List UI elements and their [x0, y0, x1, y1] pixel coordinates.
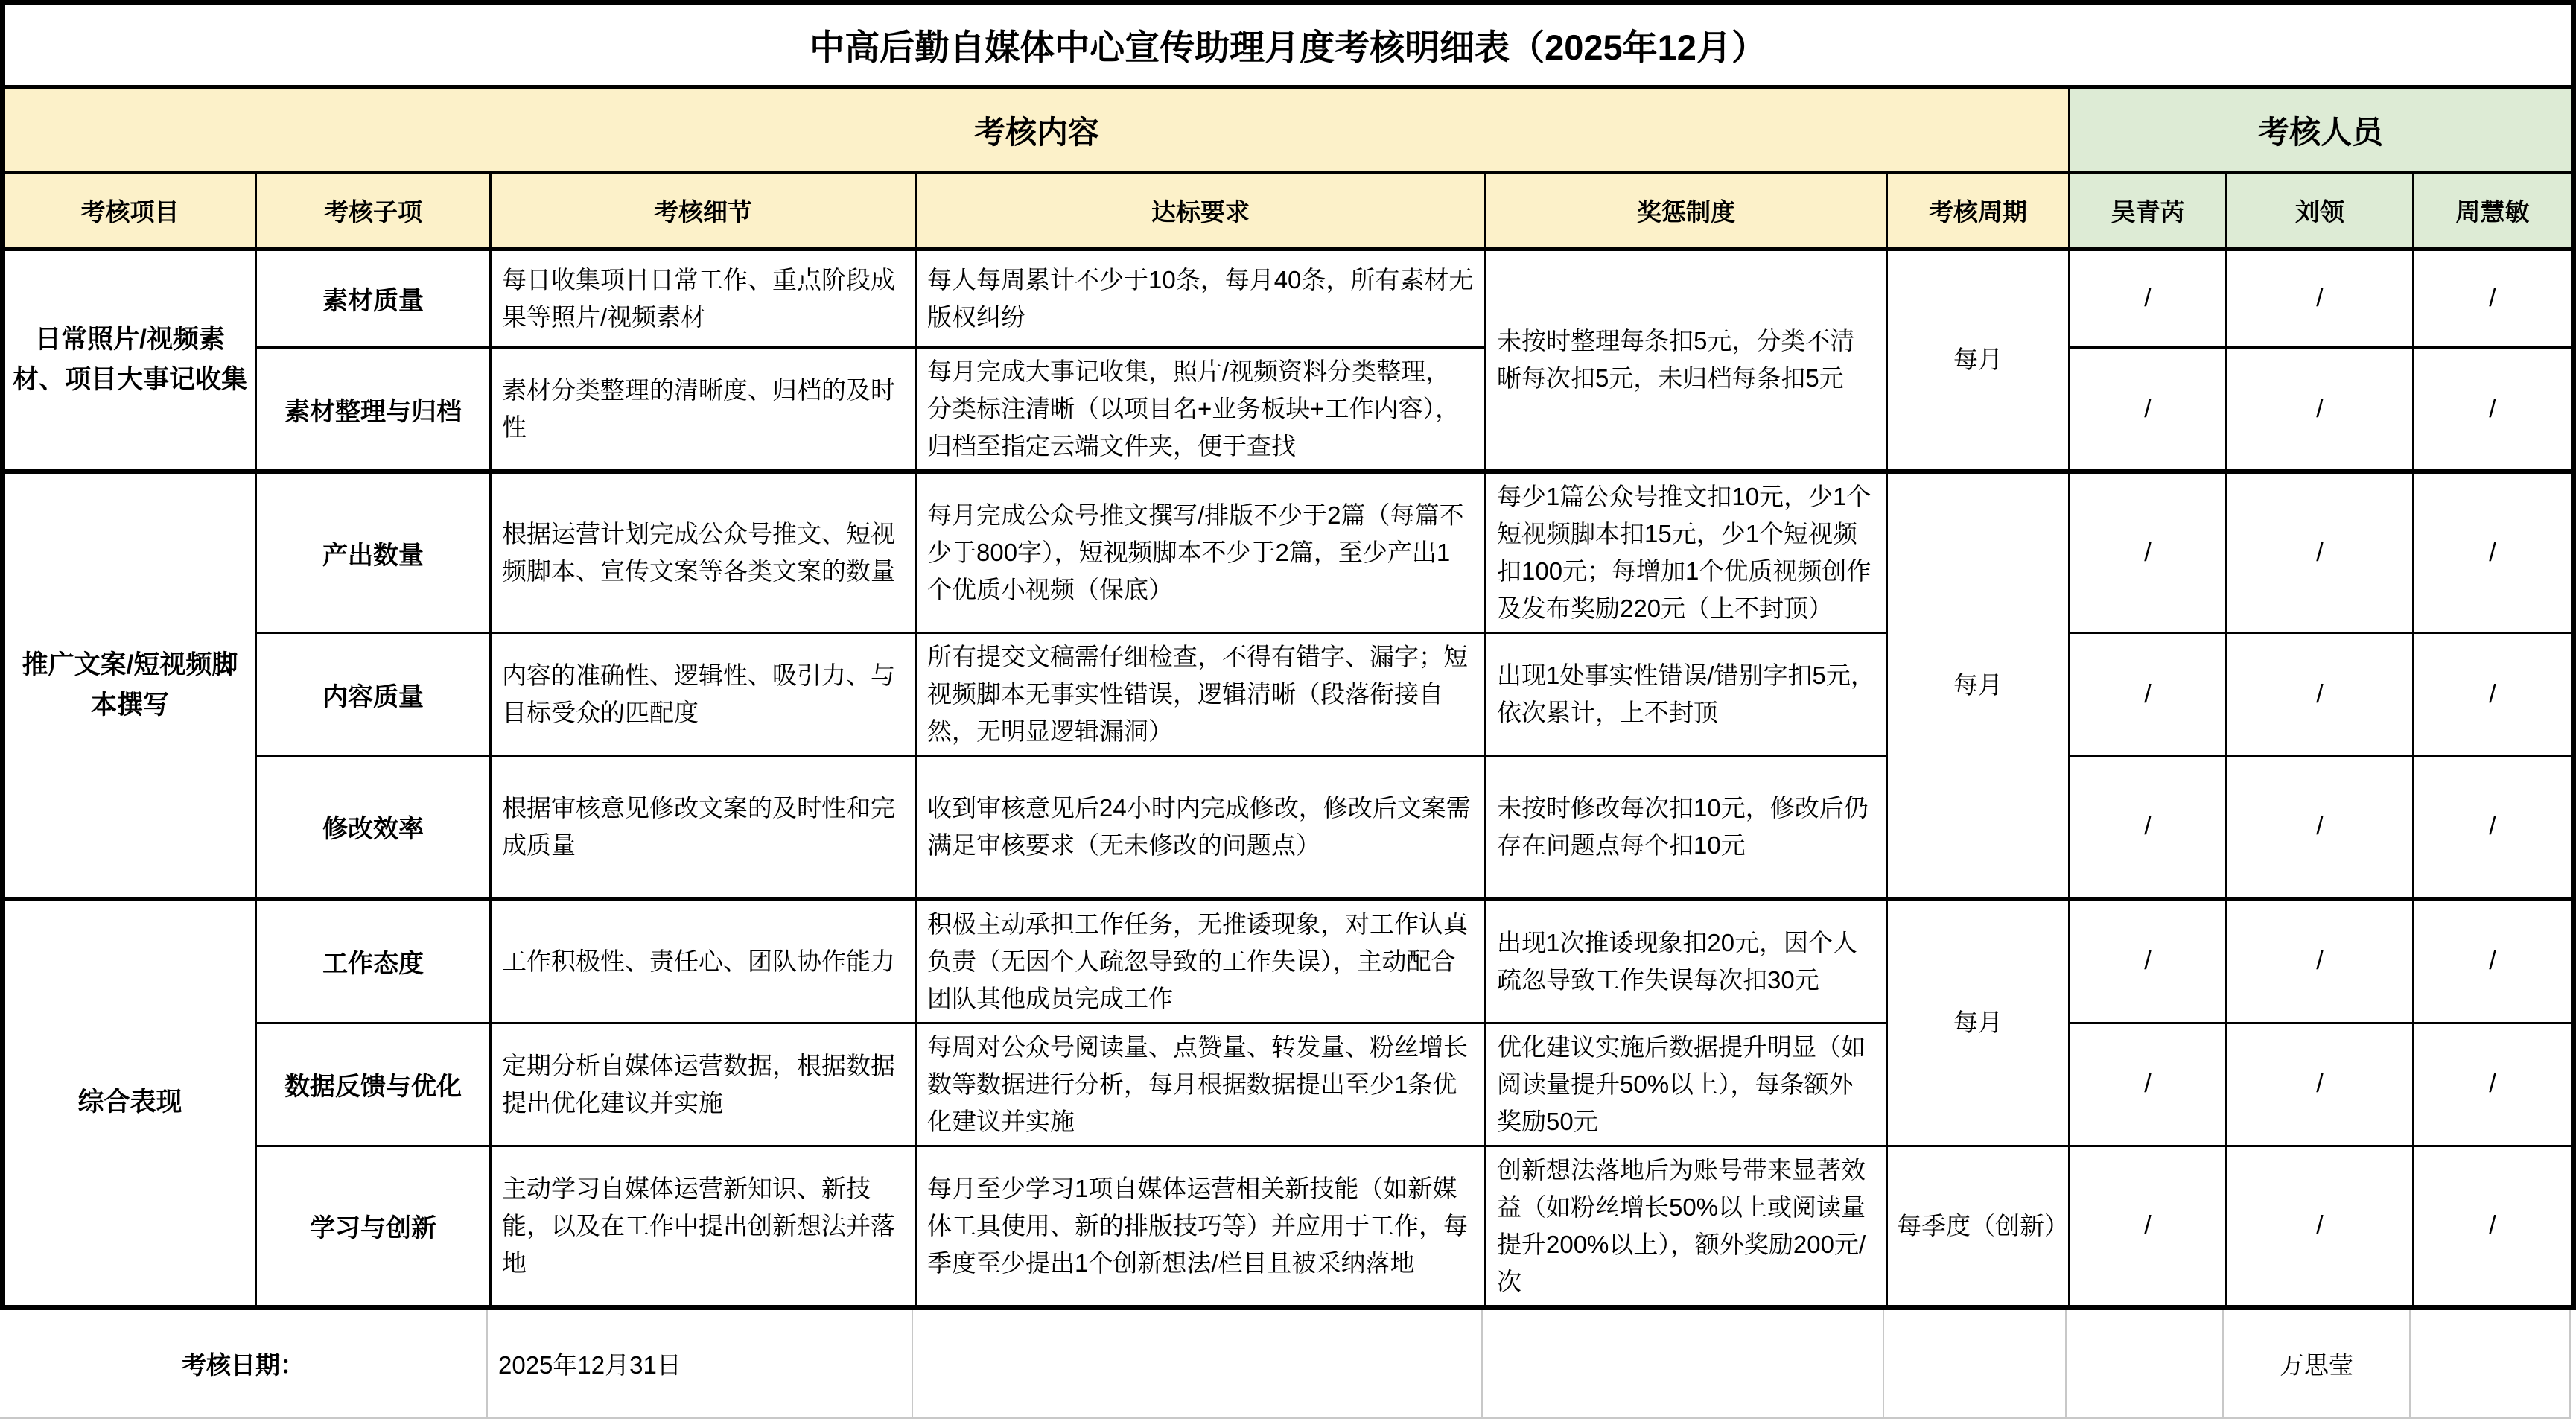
- cell-sub-item: 产出数量: [256, 472, 491, 633]
- cell-mark: /: [2070, 899, 2227, 1023]
- cell-sub-item: 工作态度: [256, 899, 491, 1023]
- table-row: [3, 1023, 2574, 1146]
- cell-mark: /: [2070, 633, 2227, 756]
- footer-row: [0, 1310, 2571, 1419]
- cell-mark: /: [2227, 472, 2414, 633]
- cell-sub-item: 内容质量: [256, 633, 491, 756]
- footer-empty-cell: [1884, 1310, 2067, 1417]
- cell-mark: /: [2414, 756, 2574, 899]
- cell-detail: 定期分析自媒体运营数据，根据数据提出优化建议并实施: [491, 1023, 916, 1146]
- cell-penalty: 优化建议实施后数据提升明显（如阅读量提升50%以上），每条额外奖励50元: [1486, 1023, 1887, 1146]
- cell-sub-item: 素材质量: [256, 249, 491, 348]
- table-row: [3, 472, 2574, 633]
- cell-requirement: 收到审核意见后24小时内完成修改，修改后文案需满足审核要求（无未修改的问题点）: [916, 756, 1486, 899]
- cell-penalty: 出现1次推诿现象扣20元，因个人疏忽导致工作失误每次扣30元: [1486, 899, 1887, 1023]
- cell-penalty: 未按时整理每条扣5元，分类不清晰每次扣5元，未归档每条扣5元: [1486, 249, 1887, 472]
- cell-mark: /: [2227, 633, 2414, 756]
- cell-sub-item: 数据反馈与优化: [256, 1023, 491, 1146]
- cell-detail: 内容的准确性、逻辑性、吸引力、与目标受众的匹配度: [491, 633, 916, 756]
- table-row: [3, 348, 2574, 472]
- table-row: [3, 249, 2574, 348]
- table-row: [3, 756, 2574, 899]
- cell-mark: /: [2227, 899, 2414, 1023]
- cell-mark: /: [2227, 1023, 2414, 1146]
- cell-project-group: 综合表现: [3, 899, 256, 1308]
- cell-period: 每季度（创新）: [1887, 1146, 2070, 1307]
- cell-mark: /: [2070, 756, 2227, 899]
- cell-mark: /: [2227, 1146, 2414, 1307]
- cell-sub-item: 修改效率: [256, 756, 491, 899]
- cell-requirement: 每人每周累计不少于10条，每月40条，所有素材无版权纠纷: [916, 249, 1486, 348]
- cell-sub-item: 学习与创新: [256, 1146, 491, 1307]
- cell-project-group: 推广文案/短视频脚本撰写: [3, 472, 256, 899]
- footer-empty-cell: [2411, 1310, 2571, 1417]
- cell-mark: /: [2227, 249, 2414, 348]
- cell-mark: /: [2414, 1023, 2574, 1146]
- header-content-group: 考核内容: [3, 87, 2070, 173]
- column-header-detail: 考核细节: [491, 173, 916, 249]
- cell-project-group: 日常照片/视频素材、项目大事记收集: [3, 249, 256, 472]
- cell-requirement: 每月完成大事记收集，照片/视频资料分类整理，分类标注清晰（以项目名+业务板块+工作内容），归档至指定云端文件夹，便于查找: [916, 348, 1486, 472]
- cell-requirement: 每月至少学习1项自媒体运营相关新技能（如新媒体工具使用、新的排版技巧等）并应用于工作，每季度至少提出1个创新想法/栏目且被采纳落地: [916, 1146, 1486, 1307]
- cell-mark: /: [2070, 472, 2227, 633]
- cell-requirement: 积极主动承担工作任务，无推诿现象，对工作认真负责（无因个人疏忽导致的工作失误），主动配合团队其他成员完成工作: [916, 899, 1486, 1023]
- column-header-assessor-2: 刘领: [2227, 173, 2414, 249]
- cell-mark: /: [2414, 633, 2574, 756]
- column-header-requirement: 达标要求: [916, 173, 1486, 249]
- cell-mark: /: [2070, 348, 2227, 472]
- cell-penalty: 未按时修改每次扣10元，修改后仍存在问题点每个扣10元: [1486, 756, 1887, 899]
- table-row: [3, 899, 2574, 1023]
- cell-requirement: 所有提交文稿需仔细检查，不得有错字、漏字；短视频脚本无事实性错误，逻辑清晰（段落衔接自然，无明显逻辑漏洞）: [916, 633, 1486, 756]
- table-row: [3, 633, 2574, 756]
- cell-mark: /: [2414, 899, 2574, 1023]
- cell-detail: 每日收集项目日常工作、重点阶段成果等照片/视频素材: [491, 249, 916, 348]
- cell-mark: /: [2414, 348, 2574, 472]
- table-row: [3, 1146, 2574, 1307]
- cell-penalty: 创新想法落地后为账号带来显著效益（如粉丝增长50%以上或阅读量提升200%以上），额外奖励200元/次: [1486, 1146, 1887, 1307]
- footer-signature: 万思莹: [2224, 1310, 2411, 1417]
- column-header-sub-item: 考核子项: [256, 173, 491, 249]
- cell-mark: /: [2414, 472, 2574, 633]
- cell-mark: /: [2070, 249, 2227, 348]
- cell-requirement: 每周对公众号阅读量、点赞量、转发量、粉丝增长数等数据进行分析，每月根据数据提出至少1条优化建议并实施: [916, 1023, 1486, 1146]
- cell-mark: /: [2414, 1146, 2574, 1307]
- header-assessor-group: 考核人员: [2070, 87, 2574, 173]
- cell-sub-item: 素材整理与归档: [256, 348, 491, 472]
- cell-period: 每月: [1887, 899, 2070, 1146]
- cell-detail: 工作积极性、责任心、团队协作能力: [491, 899, 916, 1023]
- column-header-penalty: 奖惩制度: [1486, 173, 1887, 249]
- footer-empty-cell: [913, 1310, 1483, 1417]
- cell-detail: 根据审核意见修改文案的及时性和完成质量: [491, 756, 916, 899]
- cell-requirement: 每月完成公众号推文撰写/排版不少于2篇（每篇不少于800字），短视频脚本不少于2篇，至少产出1个优质小视频（保底）: [916, 472, 1486, 633]
- cell-mark: /: [2414, 249, 2574, 348]
- cell-mark: /: [2070, 1023, 2227, 1146]
- cell-period: 每月: [1887, 249, 2070, 472]
- cell-period: 每月: [1887, 472, 2070, 899]
- cell-mark: /: [2227, 348, 2414, 472]
- cell-mark: /: [2227, 756, 2414, 899]
- cell-penalty: 出现1处事实性错误/错别字扣5元，依次累计，上不封顶: [1486, 633, 1887, 756]
- cell-detail: 根据运营计划完成公众号推文、短视频脚本、宣传文案等各类文案的数量: [491, 472, 916, 633]
- table-title: 中高后勤自媒体中心宣传助理月度考核明细表（2025年12月）: [3, 3, 2574, 87]
- column-header-period: 考核周期: [1887, 173, 2070, 249]
- column-header-project: 考核项目: [3, 173, 256, 249]
- footer-empty-cell: [2067, 1310, 2224, 1417]
- footer-empty-cell: [1483, 1310, 1884, 1417]
- cell-detail: 素材分类整理的清晰度、归档的及时性: [491, 348, 916, 472]
- column-header-assessor-3: 周慧敏: [2414, 173, 2574, 249]
- cell-penalty: 每少1篇公众号推文扣10元，少1个短视频脚本扣15元，少1个短视频扣100元；每增加1个优质视频创作及发布奖励220元（上不封顶）: [1486, 472, 1887, 633]
- cell-mark: /: [2070, 1146, 2227, 1307]
- column-header-assessor-1: 吴青芮: [2070, 173, 2227, 249]
- cell-detail: 主动学习自媒体运营新知识、新技能，以及在工作中提出创新想法并落地: [491, 1146, 916, 1307]
- assessment-date-value: 2025年12月31日: [488, 1310, 913, 1417]
- assessment-date-label: 考核日期：: [0, 1310, 488, 1417]
